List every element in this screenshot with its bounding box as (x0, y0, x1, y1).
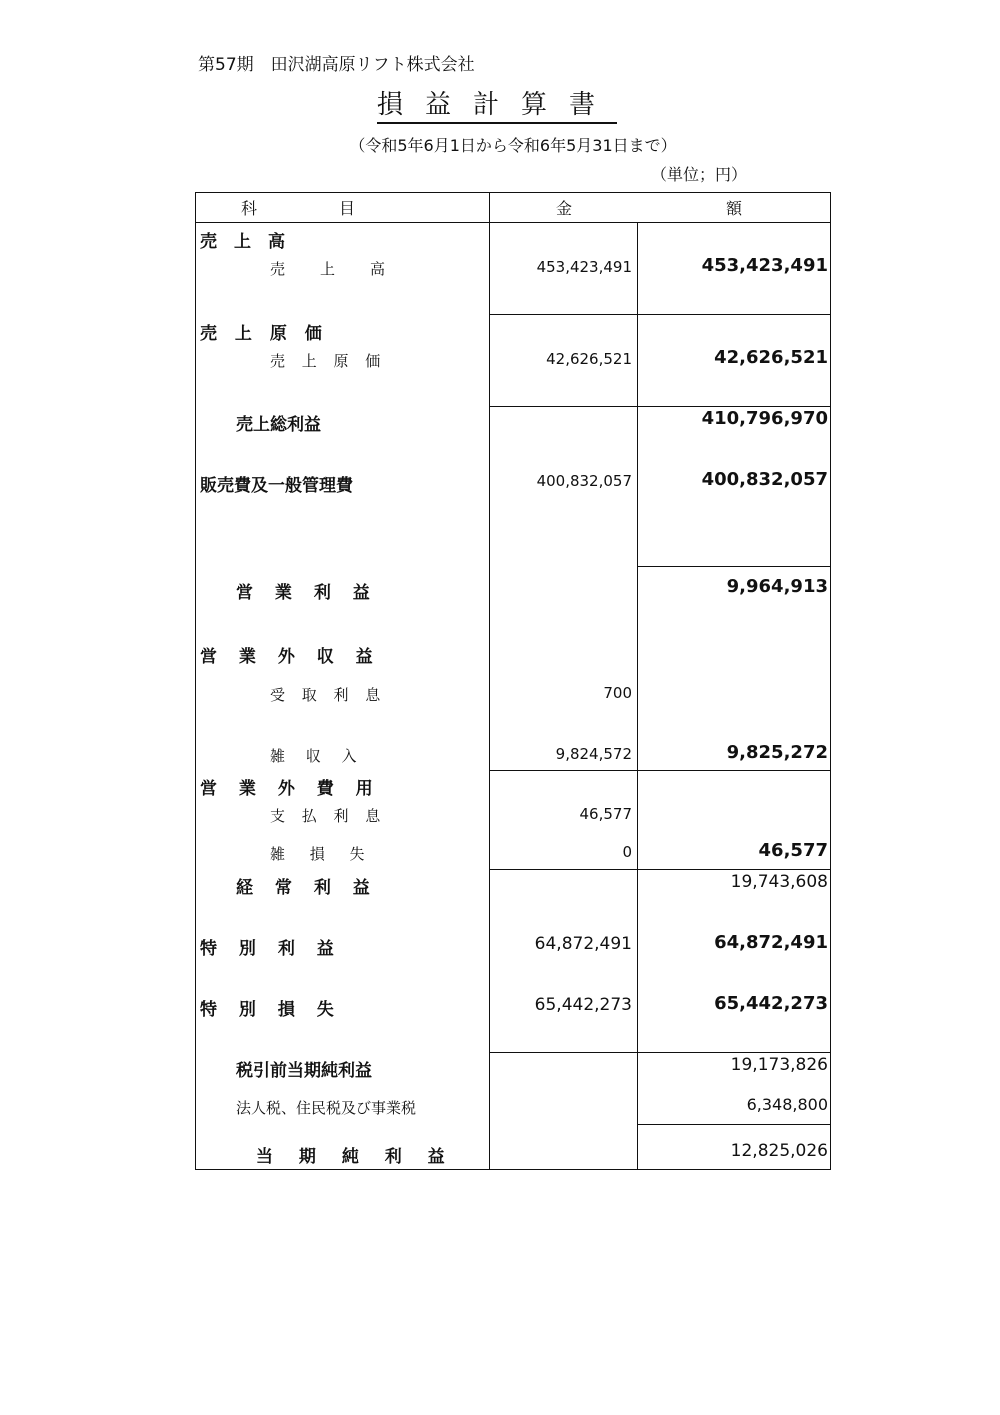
label-uriage-sub: 売 上 高 (270, 260, 396, 278)
header-kin: 金 (556, 199, 573, 218)
label-keijo-rieki: 経 常 利 益 (236, 878, 378, 898)
label-tokubetsu-rieki: 特 別 利 益 (200, 939, 342, 959)
value-keijo-rieki: 19,743,608 (730, 872, 828, 892)
fiscal-period-text: （令和5年6月1日から令和6年5月31日まで） (349, 136, 677, 155)
value-hojinzei: 6,348,800 (746, 1095, 828, 1114)
label-zatsu-shunyu: 雑 収 入 (270, 747, 365, 765)
column-divider-2 (637, 222, 638, 1170)
value-uketori-risoku: 700 (603, 684, 632, 702)
value-zatsu-sonshitsu: 0 (622, 843, 632, 861)
rule (637, 1124, 831, 1125)
label-zeibikimae: 税引前当期純利益 (236, 1061, 372, 1081)
header-kamoku: 科目 (241, 199, 438, 218)
value-eigyogai-hiyo-total: 46,577 (758, 840, 828, 861)
value-eigyo-rieki: 9,964,913 (726, 576, 828, 597)
label-eigyo-rieki: 営 業 利 益 (236, 583, 378, 603)
value-hanbaihi-total: 400,832,057 (701, 469, 828, 490)
value-tokubetsu-sonshitsu-total: 65,442,273 (714, 993, 828, 1014)
value-uriage-sub: 453,423,491 (536, 258, 632, 276)
rule (489, 770, 831, 771)
value-shiharai-risoku: 46,577 (579, 805, 632, 823)
label-shiharai-risoku: 支 払 利 息 (270, 807, 387, 825)
rule (637, 566, 831, 567)
value-eigyogai-shueki-total: 9,825,272 (726, 742, 828, 763)
header-divider (195, 222, 831, 223)
label-hojinzei: 法人税、住民税及び事業税 (236, 1099, 417, 1117)
label-eigyogai-shueki: 営 業 外 収 益 (200, 647, 381, 667)
document-title: 損益計算書 (377, 90, 617, 124)
unit-label: （単位；円） (651, 165, 748, 184)
value-hanbaihi-sub: 400,832,057 (536, 472, 632, 490)
value-tokubetsu-rieki-total: 64,872,491 (714, 932, 828, 953)
label-hanbaihi: 販売費及一般管理費 (200, 476, 353, 496)
value-uriage-total: 453,423,491 (701, 255, 828, 276)
label-toki-jun-rieki: 当 期 純 利 益 (256, 1147, 455, 1167)
value-zeibikimae: 19,173,826 (730, 1055, 828, 1075)
label-sourieki: 売上総利益 (236, 415, 321, 435)
value-tokubetsu-sonshitsu-sub: 65,442,273 (534, 995, 632, 1015)
label-tokubetsu-sonshitsu: 特 別 損 失 (200, 1000, 342, 1020)
label-zatsu-sonshitsu: 雑 損 失 (270, 845, 375, 863)
value-zatsu-shunyu: 9,824,572 (555, 745, 632, 763)
rule (489, 1052, 831, 1053)
value-sourieki: 410,796,970 (701, 408, 828, 429)
value-toki-jun-rieki: 12,825,026 (730, 1141, 828, 1161)
label-genka: 売 上 原 価 (200, 324, 328, 344)
rule (489, 869, 831, 870)
label-uketori-risoku: 受 取 利 息 (270, 686, 387, 704)
rule (489, 314, 831, 315)
header-gaku: 額 (726, 199, 743, 218)
label-genka-sub: 売 上 原 価 (270, 352, 387, 370)
company-name: 第57期 田沢湖高原リフト株式会社 (198, 55, 475, 75)
label-uriage: 売 上 高 (200, 232, 285, 252)
value-genka-sub: 42,626,521 (546, 350, 632, 368)
rule (489, 406, 831, 407)
value-tokubetsu-rieki-sub: 64,872,491 (534, 934, 632, 954)
column-divider-1 (489, 192, 490, 1170)
fiscal-period (0, 133, 1000, 156)
label-eigyogai-hiyo: 営 業 外 費 用 (200, 779, 381, 799)
value-genka-total: 42,626,521 (714, 347, 828, 368)
